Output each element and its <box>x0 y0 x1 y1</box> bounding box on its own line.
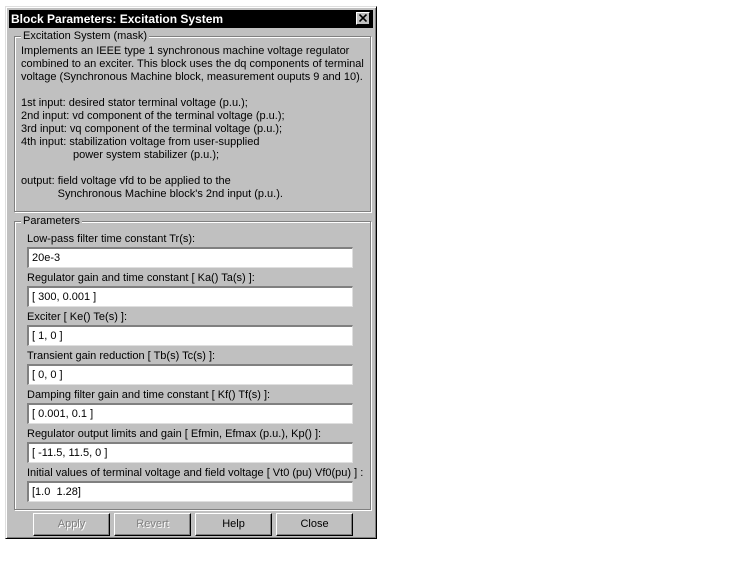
mask-description: Implements an IEEE type 1 synchronous machine voltage regulator combined to an exciter. This block uses the dq components of terminal voltage (Synchronous Machine block, measurement ouputs 9 and 10). 1st input: desired stator terminal voltage (p.u.); 2nd input: vd component of the terminal voltage (p.u.); 3rd input: vq component of the terminal voltage (p.u.); 4th input: stabilization voltage from user-supplied power system stabilizer (p.u.); output: field voltage vfd to be applied to the Synchronous Machine block's 2nd input (p.u.). <box>21 45 364 200</box>
param-label-efmin-efmax-kp: Regulator output limits and gain [ Efmin, Efmax (p.u.), Kp() ]: <box>27 428 322 440</box>
param-label-vt0-vf0: Initial values of terminal voltage and field voltage [ Vt0 (pu) Vf0(pu) ] : <box>27 467 364 479</box>
param-input-tb-tc[interactable] <box>27 364 353 385</box>
param-input-ke-te[interactable] <box>27 325 353 346</box>
parameters-legend: Parameters <box>23 215 80 227</box>
mask-legend: Excitation System (mask) <box>23 30 148 42</box>
param-label-kf-tf: Damping filter gain and time constant [ Kf() Tf(s) ]: <box>27 389 271 401</box>
param-label-tb-tc: Transient gain reduction [ Tb(s) Tc(s) ]: <box>27 350 216 362</box>
param-input-kf-tf[interactable] <box>27 403 353 424</box>
param-input-vt0-vf0[interactable] <box>27 481 353 502</box>
mask-description-group <box>14 30 371 212</box>
param-input-tr[interactable] <box>27 247 353 268</box>
window-close-button[interactable] <box>356 12 370 25</box>
param-label-ke-te: Exciter [ Ke() Te(s) ]: <box>27 311 128 323</box>
param-input-efmin-efmax-kp[interactable] <box>27 442 353 463</box>
close-button[interactable]: Close <box>276 513 353 536</box>
window-title: Block Parameters: Excitation System <box>11 12 224 26</box>
close-icon <box>359 14 367 22</box>
block-parameters-dialog <box>5 6 377 539</box>
title-bar[interactable] <box>9 10 373 28</box>
apply-button[interactable]: Apply <box>33 513 110 536</box>
help-button[interactable]: Help <box>195 513 272 536</box>
param-input-ka-ta[interactable] <box>27 286 353 307</box>
revert-button[interactable]: Revert <box>114 513 191 536</box>
param-label-ka-ta: Regulator gain and time constant [ Ka() Ta(s) ]: <box>27 272 255 284</box>
param-label-tr: Low-pass filter time constant Tr(s): <box>27 233 196 245</box>
